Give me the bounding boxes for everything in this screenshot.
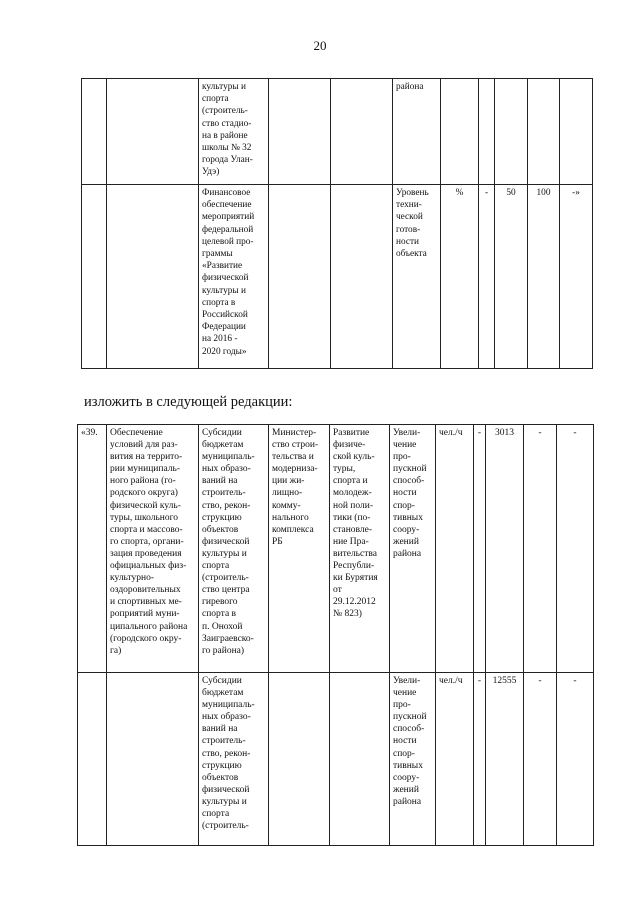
- program-cell: Развитие физиче- ской куль- туры, спорта и молодеж- ной поли- тики (по- становле- ние Пра- вительства Республи- ки Бурятия от 29.12.2012 № 823): [330, 425, 390, 673]
- value-cell: 12555: [486, 673, 524, 846]
- table-cell: [269, 185, 331, 369]
- lower-table: [77, 424, 594, 846]
- table-cell: [528, 79, 560, 185]
- section-heading: изложить в следующей редакции:: [84, 394, 293, 410]
- upper-table: [81, 78, 593, 369]
- value-cell: -: [524, 425, 557, 673]
- table-row: [82, 185, 593, 369]
- table-cell: [78, 673, 107, 846]
- table-row: [82, 79, 593, 185]
- measure-cell: Финансовое обеспечение мероприятий федеральной целевой про- граммы «Развитие физической культуры и спорта в Российской Федерации на 2016 - 2020 годы»: [199, 185, 269, 369]
- value-cell: -: [557, 673, 594, 846]
- table-row: [78, 673, 594, 846]
- table-cell: [82, 185, 107, 369]
- value-cell: -: [479, 185, 495, 369]
- value-cell: 100: [528, 185, 560, 369]
- value-cell: -: [557, 425, 594, 673]
- table-cell: [82, 79, 107, 185]
- ministry-cell: Министер- ство строи- тельства и модерниза- ции жи- лищно- комму- нального комплекса РБ: [269, 425, 330, 673]
- table-cell: [269, 79, 331, 185]
- measure-cell: культуры и спорта (строитель- ство стадио- на в районе школы № 32 города Улан- Удэ): [199, 79, 269, 185]
- table-cell: [107, 79, 199, 185]
- table-cell: [441, 79, 479, 185]
- table-cell: [107, 673, 199, 846]
- table-cell: [560, 79, 593, 185]
- table-row: [78, 425, 594, 673]
- value-cell: -: [524, 673, 557, 846]
- value-cell: 3013: [486, 425, 524, 673]
- subsidy-cell: Субсидии бюджетам муниципаль- ных образо- ваний на строитель- ство, рекон- струкцию объектов физической культуры и спорта (строитель- ство центра гиревого спорта в п. Онохой Заиграевско- го района): [199, 425, 269, 673]
- table-cell: [495, 79, 528, 185]
- value-cell: 50: [495, 185, 528, 369]
- indicator-cell: Увели- чение про- пускной способ- ности спор- тивных соору- жений района: [390, 673, 436, 846]
- value-cell: -»: [560, 185, 593, 369]
- unit-cell: %: [441, 185, 479, 369]
- value-cell: -: [474, 673, 486, 846]
- value-cell: -: [474, 425, 486, 673]
- table-cell: [107, 185, 199, 369]
- event-cell: Обеспечение условий для раз- вития на террито- рии муниципаль- ного района (го- родского округа) физической куль- туры, школьного спорта и массово- го спорта, органи- зация проведения официальных физ- культурно- оздоровительных и спортивных ме- роприятий муни- ципального района (городского окру- га): [107, 425, 199, 673]
- indicator-cell: района: [393, 79, 441, 185]
- unit-cell: чел./ч: [436, 425, 474, 673]
- page-number: 20: [313, 38, 327, 53]
- indicator-cell: Увели- чение про- пускной способ- ности спор- тивных соору- жений района: [390, 425, 436, 673]
- table-cell: [479, 79, 495, 185]
- table-cell: [330, 673, 390, 846]
- indicator-cell: Уровень техни- ческой готов- ности объекта: [393, 185, 441, 369]
- unit-cell: чел./ч: [436, 673, 474, 846]
- subsidy-cell: Субсидии бюджетам муниципаль- ных образо- ваний на строитель- ство, рекон- струкцию объектов физической культуры и спорта (строитель-: [199, 673, 269, 846]
- table-cell: [331, 185, 393, 369]
- row-number: «39.: [78, 425, 107, 673]
- table-cell: [331, 79, 393, 185]
- table-cell: [269, 673, 330, 846]
